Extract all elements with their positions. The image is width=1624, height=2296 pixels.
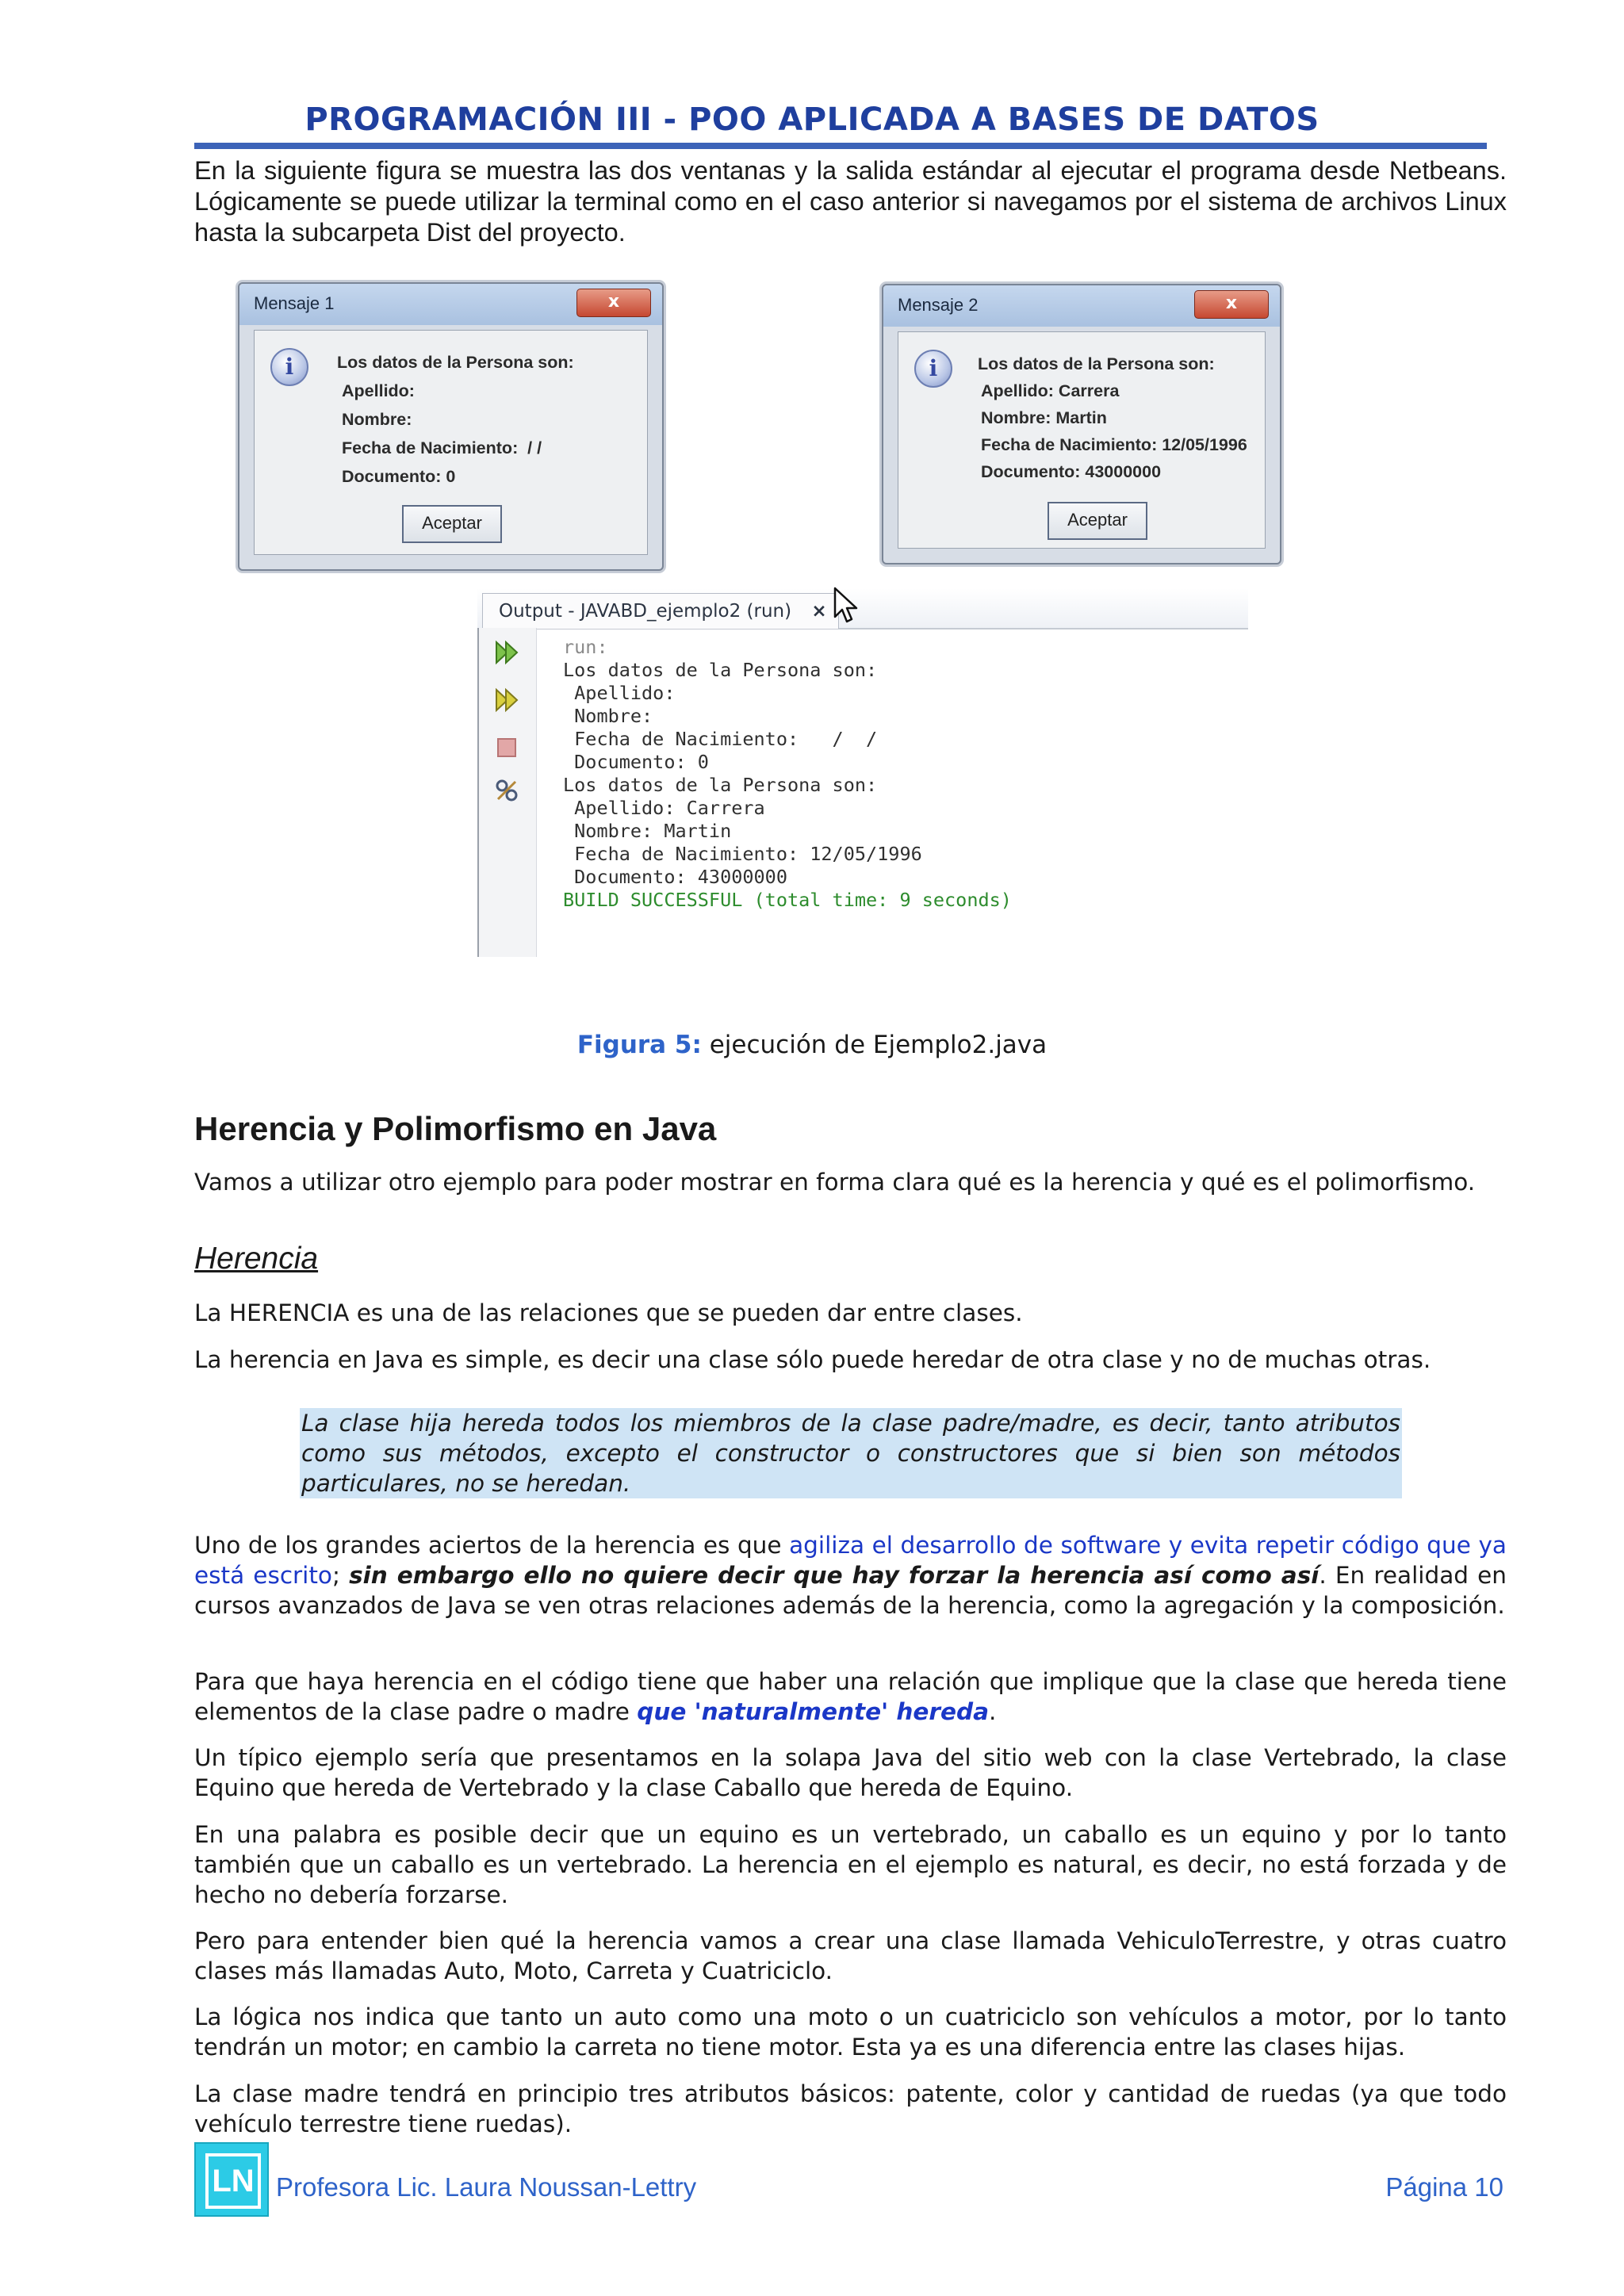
dialog-body xyxy=(898,331,1266,549)
paragraph-text: . En realidad en cursos avanzados de Java se ven otras relaciones además de la herencia, como la agregación y la composición. xyxy=(194,1562,1507,1619)
section-heading: Herencia y Polimorfismo en Java xyxy=(194,1110,717,1147)
intro-paragraph: En la siguiente figura se muestra las dos ventanas y la salida estándar al ejecutar el programa desde Netbeans. Lógicamente se puede utilizar la terminal como en el caso anterior si navegamos por el sistema de archivos Linux hasta la subcarpeta Dist del proyecto. xyxy=(194,156,1507,247)
emphasis-text: sin embargo ello no quiere decir que hay forzar la herencia así como así xyxy=(349,1562,1320,1589)
logo-mark: LN xyxy=(205,2153,261,2209)
message-dialog-1 xyxy=(238,282,664,571)
section-intro: Vamos a utilizar otro ejemplo para poder mostrar en forma clara qué es la herencia y qué es el polimorfismo. xyxy=(194,1169,1476,1196)
console-line: Apellido: xyxy=(563,682,676,704)
paragraph: La lógica nos indica que tanto un auto como una moto o un cuatriciclo son vehículos a motor, por lo tanto tendrán un motor; en cambio la carreta no tiene motor. Esta ya es una diferencia entre las clases hijas. xyxy=(194,2003,1507,2061)
accept-button[interactable]: Aceptar xyxy=(402,505,502,543)
close-icon[interactable]: × xyxy=(811,601,827,622)
console-line: BUILD SUCCESSFUL (total time: 9 seconds) xyxy=(563,889,1012,911)
console-line: Documento: 43000000 xyxy=(563,866,787,888)
paragraph-text: Uno de los grandes aciertos de la herencia es que xyxy=(194,1532,790,1559)
page-number: Página 10 xyxy=(1385,2172,1503,2202)
output-window xyxy=(477,588,1248,957)
figure-caption-text: ejecución de Ejemplo2.java xyxy=(701,1031,1048,1059)
dialog-line: Documento: 43000000 xyxy=(981,462,1162,481)
console-line: Apellido: Carrera xyxy=(563,797,765,819)
paragraph: La herencia en Java es simple, es decir una clase sólo puede heredar de otra clase y no de muchas otras. xyxy=(194,1346,1431,1373)
output-gutter xyxy=(477,628,537,957)
info-icon: i xyxy=(270,348,308,386)
author-logo xyxy=(194,2142,269,2217)
console-line: Fecha de Nacimiento: / / xyxy=(563,728,878,750)
paragraph: La HERENCIA es una de las relaciones que se pueden dar entre clases. xyxy=(194,1299,1023,1326)
dialog-title: Mensaje 1 xyxy=(254,293,335,313)
console-line: Los datos de la Persona son: xyxy=(563,774,878,796)
dialog-line: Documento: 0 xyxy=(342,467,456,486)
dialog-heading: Los datos de la Persona son: xyxy=(337,353,574,372)
mouse-cursor-icon xyxy=(833,587,860,625)
paragraph: La clase madre tendrá en principio tres atributos básicos: patente, color y cantidad de ruedas (ya que todo vehículo terrestre tiene ruedas). xyxy=(194,2080,1507,2137)
paragraph xyxy=(194,1530,1507,1621)
paragraph xyxy=(194,1667,1507,1727)
dialog-line: Fecha de Nacimiento: 12/05/1996 xyxy=(981,435,1247,454)
rerun-with-params-icon[interactable] xyxy=(493,687,520,714)
footer-author: Profesora Lic. Laura Noussan-Lettry xyxy=(276,2172,697,2202)
console-line: Documento: 0 xyxy=(563,751,709,773)
paragraph: Pero para entender bien qué la herencia vamos a crear una clase llamada VehiculoTerrestre, y otras cuatro clases más llamadas Auto, Moto, Carreta y Cuatriciclo. xyxy=(194,1927,1507,1984)
paragraph: Un típico ejemplo sería que presentamos en la solapa Java del sitio web con la clase Vertebrado, la clase Equino que hereda de Vertebrado y la clase Caballo que hereda de Equino. xyxy=(194,1744,1507,1801)
tab-output[interactable] xyxy=(482,593,839,629)
paragraph-text: ; xyxy=(331,1562,350,1589)
console-line: Nombre: Martin xyxy=(563,820,732,842)
highlighted-quote: La clase hija hereda todos los miembros de la clase padre/madre, es decir, tanto atributos como sus métodos, excepto el constructor o constructores que si bien son métodos particulares, no se heredan. xyxy=(301,1410,1400,1497)
close-icon[interactable]: x xyxy=(576,289,651,317)
emphasis-text-blue: que 'naturalmente' hereda xyxy=(637,1698,990,1725)
dialog-line: Apellido: Carrera xyxy=(981,381,1120,400)
highlight-text-blue: agiliza el desarrollo de software y evita repetir código que ya está escrito xyxy=(194,1532,1507,1589)
document-header-title: PROGRAMACIÓN III - POO APLICADA A BASES DE DATOS xyxy=(304,101,1320,138)
tab-output-label: Output - JAVABD_ejemplo2 (run) xyxy=(499,601,792,622)
dialog-titlebar xyxy=(239,284,662,325)
message-dialog-2 xyxy=(882,284,1281,564)
figure-caption xyxy=(0,1031,1624,1059)
dialog-titlebar xyxy=(883,285,1280,327)
subsection-heading: Herencia xyxy=(194,1242,319,1276)
figure-caption-label: Figura 5: xyxy=(576,1031,702,1059)
paragraph: En una palabra es posible decir que un equino es un vertebrado, un caballo es un equino y por lo tanto también que un caballo es un vertebrado. La herencia en el ejemplo es natural, es decir, no está forzada y de hecho no debería forzarse. xyxy=(194,1821,1507,1908)
dialog-line: Apellido: xyxy=(342,381,415,400)
console-line: Fecha de Nacimiento: 12/05/1996 xyxy=(563,843,922,865)
info-icon: i xyxy=(914,350,952,388)
dialog-line: Nombre: xyxy=(342,410,412,429)
console-line: Los datos de la Persona son: xyxy=(563,659,878,681)
console-line: Nombre: xyxy=(563,705,653,727)
settings-tools-icon[interactable] xyxy=(493,777,520,804)
dialog-heading: Los datos de la Persona son: xyxy=(978,354,1215,373)
paragraph-text: . xyxy=(989,1698,997,1725)
rerun-icon[interactable] xyxy=(493,639,520,666)
output-tabbar xyxy=(477,588,1248,629)
console-line: run: xyxy=(563,636,608,658)
header-rule xyxy=(194,143,1487,149)
paragraph-text: Para que haya herencia en el código tiene que haber una relación que implique que la clase que hereda tiene elementos de la clase padre o madre xyxy=(194,1668,1507,1725)
accept-button[interactable]: Aceptar xyxy=(1048,502,1147,540)
dialog-body xyxy=(254,330,648,555)
dialog-line: Fecha de Nacimiento: / / xyxy=(342,438,542,457)
dialog-title: Mensaje 2 xyxy=(898,295,979,315)
close-icon[interactable]: x xyxy=(1194,290,1269,319)
stop-icon[interactable] xyxy=(493,734,520,761)
dialog-line: Nombre: Martin xyxy=(981,408,1107,427)
